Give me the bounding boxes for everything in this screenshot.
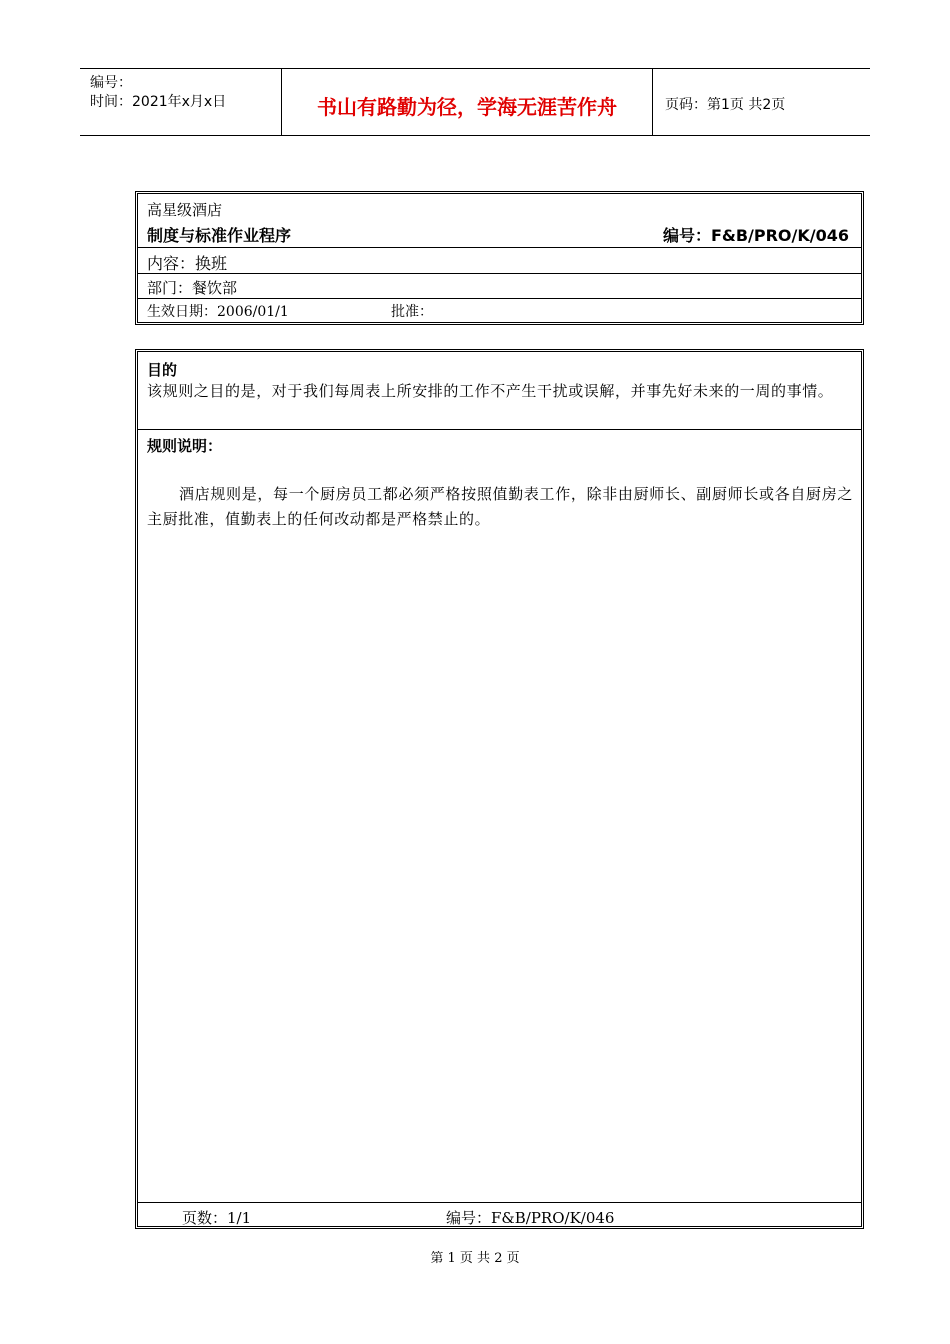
effective-date: 生效日期：2006/01/1 [147, 304, 289, 320]
rules-text: 酒店规则是，每一个厨房员工都必须严格按照值勤表工作，除非由厨师长、副厨师长或各自厨房之主厨批准，值勤表上的任何改动都是严格禁止的。 [147, 485, 853, 528]
header-meta-cell [80, 69, 281, 135]
header-motto: 书山有路勤为径，学海无涯苦作舟 [317, 95, 617, 119]
document-body-box [135, 349, 864, 1229]
document-code-text: 编号：F&B/PRO/K/046 [662, 226, 849, 245]
rules-title: 规则说明： [147, 437, 223, 455]
header-page-info: 页码：第1页 共2页 [665, 97, 786, 113]
header-page-cell [653, 69, 870, 135]
header-code-label: 编号： [90, 75, 132, 91]
header-time: 时间：2021年x月x日 [90, 94, 227, 110]
footer-pages: 页数：1/1 [182, 1209, 252, 1227]
page-footer: 第 1 页 共 2 页 [430, 1251, 520, 1266]
purpose-title: 目的 [147, 361, 178, 379]
approval-label: 批准： [391, 304, 433, 320]
footer-divider [138, 1202, 861, 1203]
header-motto-cell [281, 69, 653, 135]
purpose-text: 该规则之目的是，对于我们每周表上所安排的工作不产生干扰或误解，并事先好未来的一周的事情。 [147, 382, 834, 400]
info-date-row [138, 299, 861, 322]
section-divider [138, 429, 861, 430]
content-label: 内容：换班 [147, 254, 228, 273]
hotel-name: 高星级酒店 [147, 201, 223, 219]
info-department-row [138, 274, 861, 299]
document-info-box [135, 191, 864, 325]
document-type: 制度与标准作业程序 [147, 226, 292, 245]
page-header [80, 68, 870, 136]
info-title-row [138, 194, 861, 248]
document-code [663, 223, 849, 246]
info-content-row [138, 248, 861, 274]
footer-code: 编号：F&B/PRO/K/046 [446, 1209, 615, 1227]
department-label: 部门：餐饮部 [147, 279, 238, 297]
